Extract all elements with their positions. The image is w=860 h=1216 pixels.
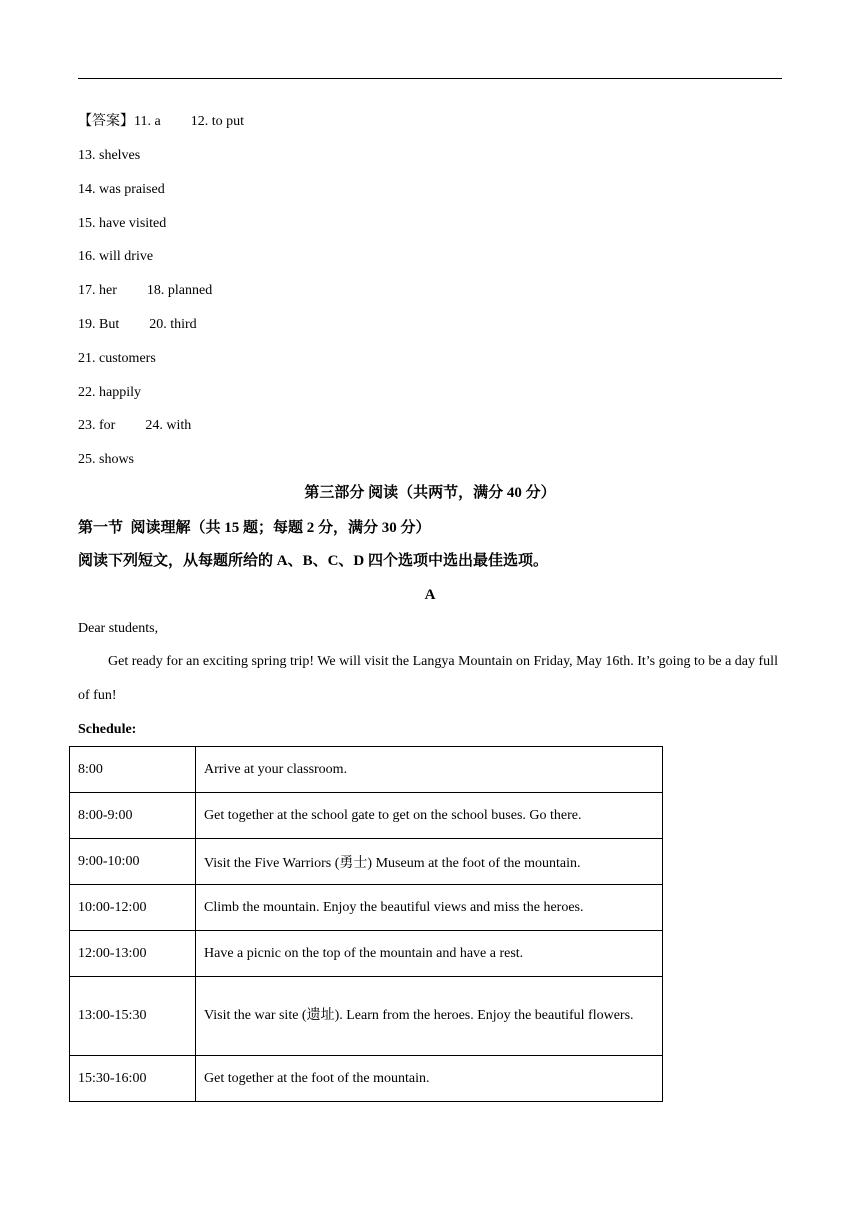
table-row bbox=[70, 977, 663, 1056]
answer-item: 23. for bbox=[78, 418, 116, 433]
passage-letter: A bbox=[424, 587, 436, 603]
time-cell: 15:30-16:00 bbox=[70, 1056, 196, 1102]
answer-line-5 bbox=[78, 247, 153, 267]
header-rule bbox=[78, 78, 782, 79]
table-row bbox=[70, 793, 663, 839]
answer-line-6 bbox=[78, 281, 212, 301]
schedule-table bbox=[69, 746, 663, 1102]
answer-line-1 bbox=[78, 112, 244, 132]
answer-item: 20. third bbox=[149, 317, 197, 332]
schedule-label: Schedule: bbox=[78, 722, 137, 737]
answer-item: 11. a bbox=[134, 114, 161, 129]
time-cell: 8:00 bbox=[70, 747, 196, 793]
time-cell: 8:00-9:00 bbox=[70, 793, 196, 839]
activity-cell: Have a picnic on the top of the mountain and have a rest. bbox=[196, 931, 663, 977]
answer-item: 12. to put bbox=[190, 114, 244, 129]
answer-line-11 bbox=[78, 450, 134, 470]
activity-cell: Get together at the school gate to get on the school buses. Go there. bbox=[196, 793, 663, 839]
answer-line-8 bbox=[78, 349, 156, 369]
answer-item: 17. her bbox=[78, 283, 117, 298]
answer-line-3 bbox=[78, 180, 165, 200]
table-row bbox=[70, 885, 663, 931]
table-row bbox=[70, 747, 663, 793]
activity-cell: Get together at the foot of the mountain. bbox=[196, 1056, 663, 1102]
answer-line-7 bbox=[78, 315, 197, 335]
answer-line-9 bbox=[78, 383, 141, 403]
answer-item: 15. have visited bbox=[78, 216, 167, 231]
answer-label: 【答案】 bbox=[78, 114, 134, 129]
answer-item: 19. But bbox=[78, 317, 120, 332]
table-row bbox=[70, 1056, 663, 1102]
part3-title: 第三部分 阅读（共两节，满分 40 分） bbox=[304, 485, 556, 501]
activity-text: Visit the war site (遗址). Learn from the heroes. Enjoy the beautiful flowers. bbox=[204, 1008, 634, 1023]
table-row bbox=[70, 839, 663, 885]
time-cell: 9:00-10:00 bbox=[70, 839, 196, 885]
time-cell: 13:00-15:30 bbox=[70, 977, 196, 1056]
table-row bbox=[70, 931, 663, 977]
answer-item: 18. planned bbox=[146, 283, 213, 298]
activity-cell bbox=[196, 977, 663, 1056]
answer-item: 24. with bbox=[145, 418, 192, 433]
answer-item: 16. will drive bbox=[78, 249, 154, 264]
activity-cell: Climb the mountain. Enjoy the beautiful views and miss the heroes. bbox=[196, 885, 663, 931]
activity-cell: Arrive at your classroom. bbox=[196, 747, 663, 793]
time-cell: 12:00-13:00 bbox=[70, 931, 196, 977]
section1-title: 第一节 阅读理解（共 15 题；每题 2 分，满分 30 分） bbox=[78, 520, 431, 536]
answer-item: 21. customers bbox=[78, 351, 156, 366]
answer-line-10 bbox=[78, 416, 191, 436]
reading-instruction: 阅读下列短文，从每题所给的 A、B、C、D 四个选项中选出最佳选项。 bbox=[78, 553, 549, 569]
answer-item: 25. shows bbox=[78, 452, 135, 467]
activity-cell: Visit the Five Warriors (勇士) Museum at the foot of the mountain. bbox=[196, 839, 663, 885]
answer-item: 13. shelves bbox=[78, 148, 141, 163]
greeting: Dear students, bbox=[78, 621, 159, 636]
time-cell: 10:00-12:00 bbox=[70, 885, 196, 931]
answer-line-4 bbox=[78, 214, 166, 234]
intro-paragraph: Get ready for an exciting spring trip! We will visit the Langya Mountain on Friday, May 16th. It’s going to be a day full of fun! bbox=[78, 654, 778, 703]
answer-item: 22. happily bbox=[78, 385, 141, 400]
answer-item: 14. was praised bbox=[78, 182, 165, 197]
answer-line-2 bbox=[78, 146, 140, 166]
